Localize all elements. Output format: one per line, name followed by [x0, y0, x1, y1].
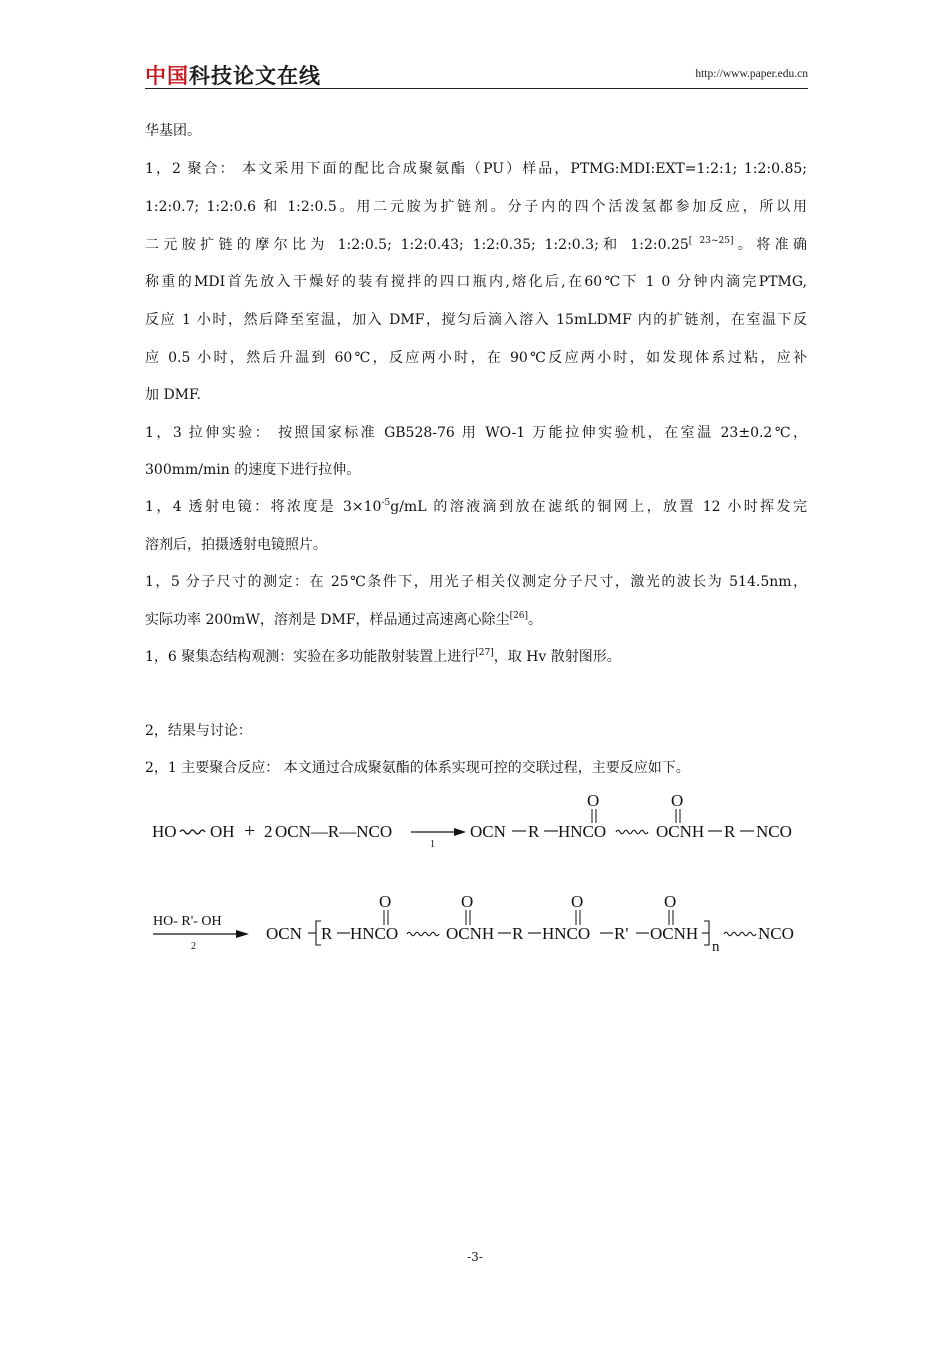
r1-step: 1 [430, 839, 435, 850]
body-line-2: 1，2 聚合： 本文采用下面的配比合成聚氨酯（PU）样品，PTMG:MDI:EXT=1:2:1; 1:2:0.85; [145, 161, 807, 177]
r1-coef: 2 [264, 822, 273, 841]
body-line-1: 华基团。 [145, 123, 201, 139]
body-line-12: 溶剂后，拍摄透射电镜照片。 [145, 537, 327, 553]
r2-arrow-head [236, 930, 249, 938]
logo-dark-text: 科技论文在线 [189, 64, 321, 88]
body-line-11-text: 1，4 透射电镜：将浓度是 3×10 [145, 499, 382, 515]
r2-step: 2 [191, 941, 196, 952]
r1-prod-ocn: OCN [470, 822, 506, 841]
r1-prod-r2: R [724, 822, 736, 841]
r2-o1: O [379, 892, 392, 911]
body-line-4-text: 二元胺扩链的摩尔比为 1:2:0.5; 1:2:0.43; 1:2:0.35; 1:2:0.3;和 1:2:0.25 [145, 237, 689, 253]
body-line-15-tail: ，取 Hv 散射图形。 [493, 649, 621, 665]
citation-26: [26] [509, 611, 529, 621]
r2-r1: R [321, 924, 333, 943]
body-line-8: 加 DMF. [145, 387, 201, 403]
r1-reagent: OCN—R—NCO [275, 822, 393, 841]
reaction-2 [153, 892, 794, 955]
body-line-4-tail: 。将准确 [733, 237, 807, 253]
citation-23-25: [ 23~25] [688, 236, 734, 246]
body-line-9: 1，3 拉伸实验： 按照国家标准 GB528-76 用 WO-1 万能拉伸实验机，在室温 23±0.2℃， [145, 425, 807, 441]
r1-oh: OH [210, 822, 235, 841]
body-line-10: 300mm/min 的速度下进行拉伸。 [145, 462, 361, 478]
body-line-13: 1，5 分子尺寸的测定：在 25℃条件下，用光子相关仪测定分子尺寸，激光的波长为 514.5nm， [145, 574, 807, 590]
r1-carbonyl-o2: O [671, 791, 684, 810]
r2-hnco1: HNCO [350, 924, 399, 943]
r2-ocn: OCN [266, 924, 302, 943]
body-line-14-tail: 。 [528, 612, 543, 628]
body-line-3: 1:2:0.7; 1:2:0.6 和 1:2:0.5。用二元胺为扩链剂。分子内的四个活泼氢都参加反应，所以用 [145, 199, 807, 215]
r2-hnco2: HNCO [542, 924, 591, 943]
r2-o3: O [571, 892, 584, 911]
r1-prod-wavy-chain [616, 830, 648, 834]
r2-rprime: R' [614, 924, 629, 943]
exponent: -5 [381, 498, 391, 508]
body-line-5: 称重的MDI首先放入干燥好的装有搅拌的四口瓶内,熔化后,在60℃下 1 0 分钟内滴完PTMG, [145, 274, 807, 290]
r1-prod-hnco: HNCO [558, 822, 607, 841]
logo-red-text: 中国 [145, 64, 189, 88]
reaction-1 [152, 791, 792, 850]
citation-27: [27] [475, 648, 494, 658]
body-line-7: 应 0.5 小时，然后升温到 60℃，反应两小时，在 90℃反应两小时，如发现体系过粘，应补 [145, 350, 807, 366]
body-line-11-tail: g/mL 的溶液滴到放在滤纸的铜网上，放置 12 小时挥发完 [390, 499, 807, 515]
r2-ocnh1: OCNH [446, 924, 495, 943]
r2-reagent: HO- R'- OH [153, 914, 222, 929]
r1-prod-r1: R [528, 822, 540, 841]
r2-o4: O [664, 892, 677, 911]
r2-n: n [712, 939, 720, 955]
r2-wavy-chain-2 [724, 932, 756, 936]
r1-wavy-chain [180, 830, 205, 834]
header-url[interactable]: http://www.paper.edu.cn [695, 68, 808, 80]
r2-r2: R [512, 924, 524, 943]
body-line-15-text: 1，6 聚集态结构观测：实验在多功能散射装置上进行 [145, 649, 476, 665]
r1-arrow-head [454, 828, 466, 836]
subsection-heading-reaction: 2，1 主要聚合反应： 本文通过合成聚氨酯的体系实现可控的交联过程，主要反应如下。 [145, 760, 690, 776]
r1-prod-nco: NCO [756, 822, 792, 841]
r2-o2: O [461, 892, 474, 911]
r2-wavy-chain-1 [407, 932, 439, 936]
body-line-6: 反应 1 小时，然后降至室温，加入 DMF，搅匀后滴入溶入 15mLDMF 内的扩链剂，在室温下反 [145, 312, 807, 328]
section-heading-results: 2，结果与讨论： [145, 723, 252, 739]
r2-ocnh2: OCNH [650, 924, 699, 943]
r2-nco: NCO [758, 924, 794, 943]
page-number: -3- [467, 1250, 483, 1264]
r1-prod-ocnh: OCNH [656, 822, 705, 841]
r1-ho: HO [152, 822, 177, 841]
body-line-14-text: 实际功率 200mW，溶剂是 DMF，样品通过高速离心除尘 [145, 612, 510, 628]
r1-carbonyl-o1: O [587, 791, 600, 810]
r1-plus: + [244, 820, 256, 842]
